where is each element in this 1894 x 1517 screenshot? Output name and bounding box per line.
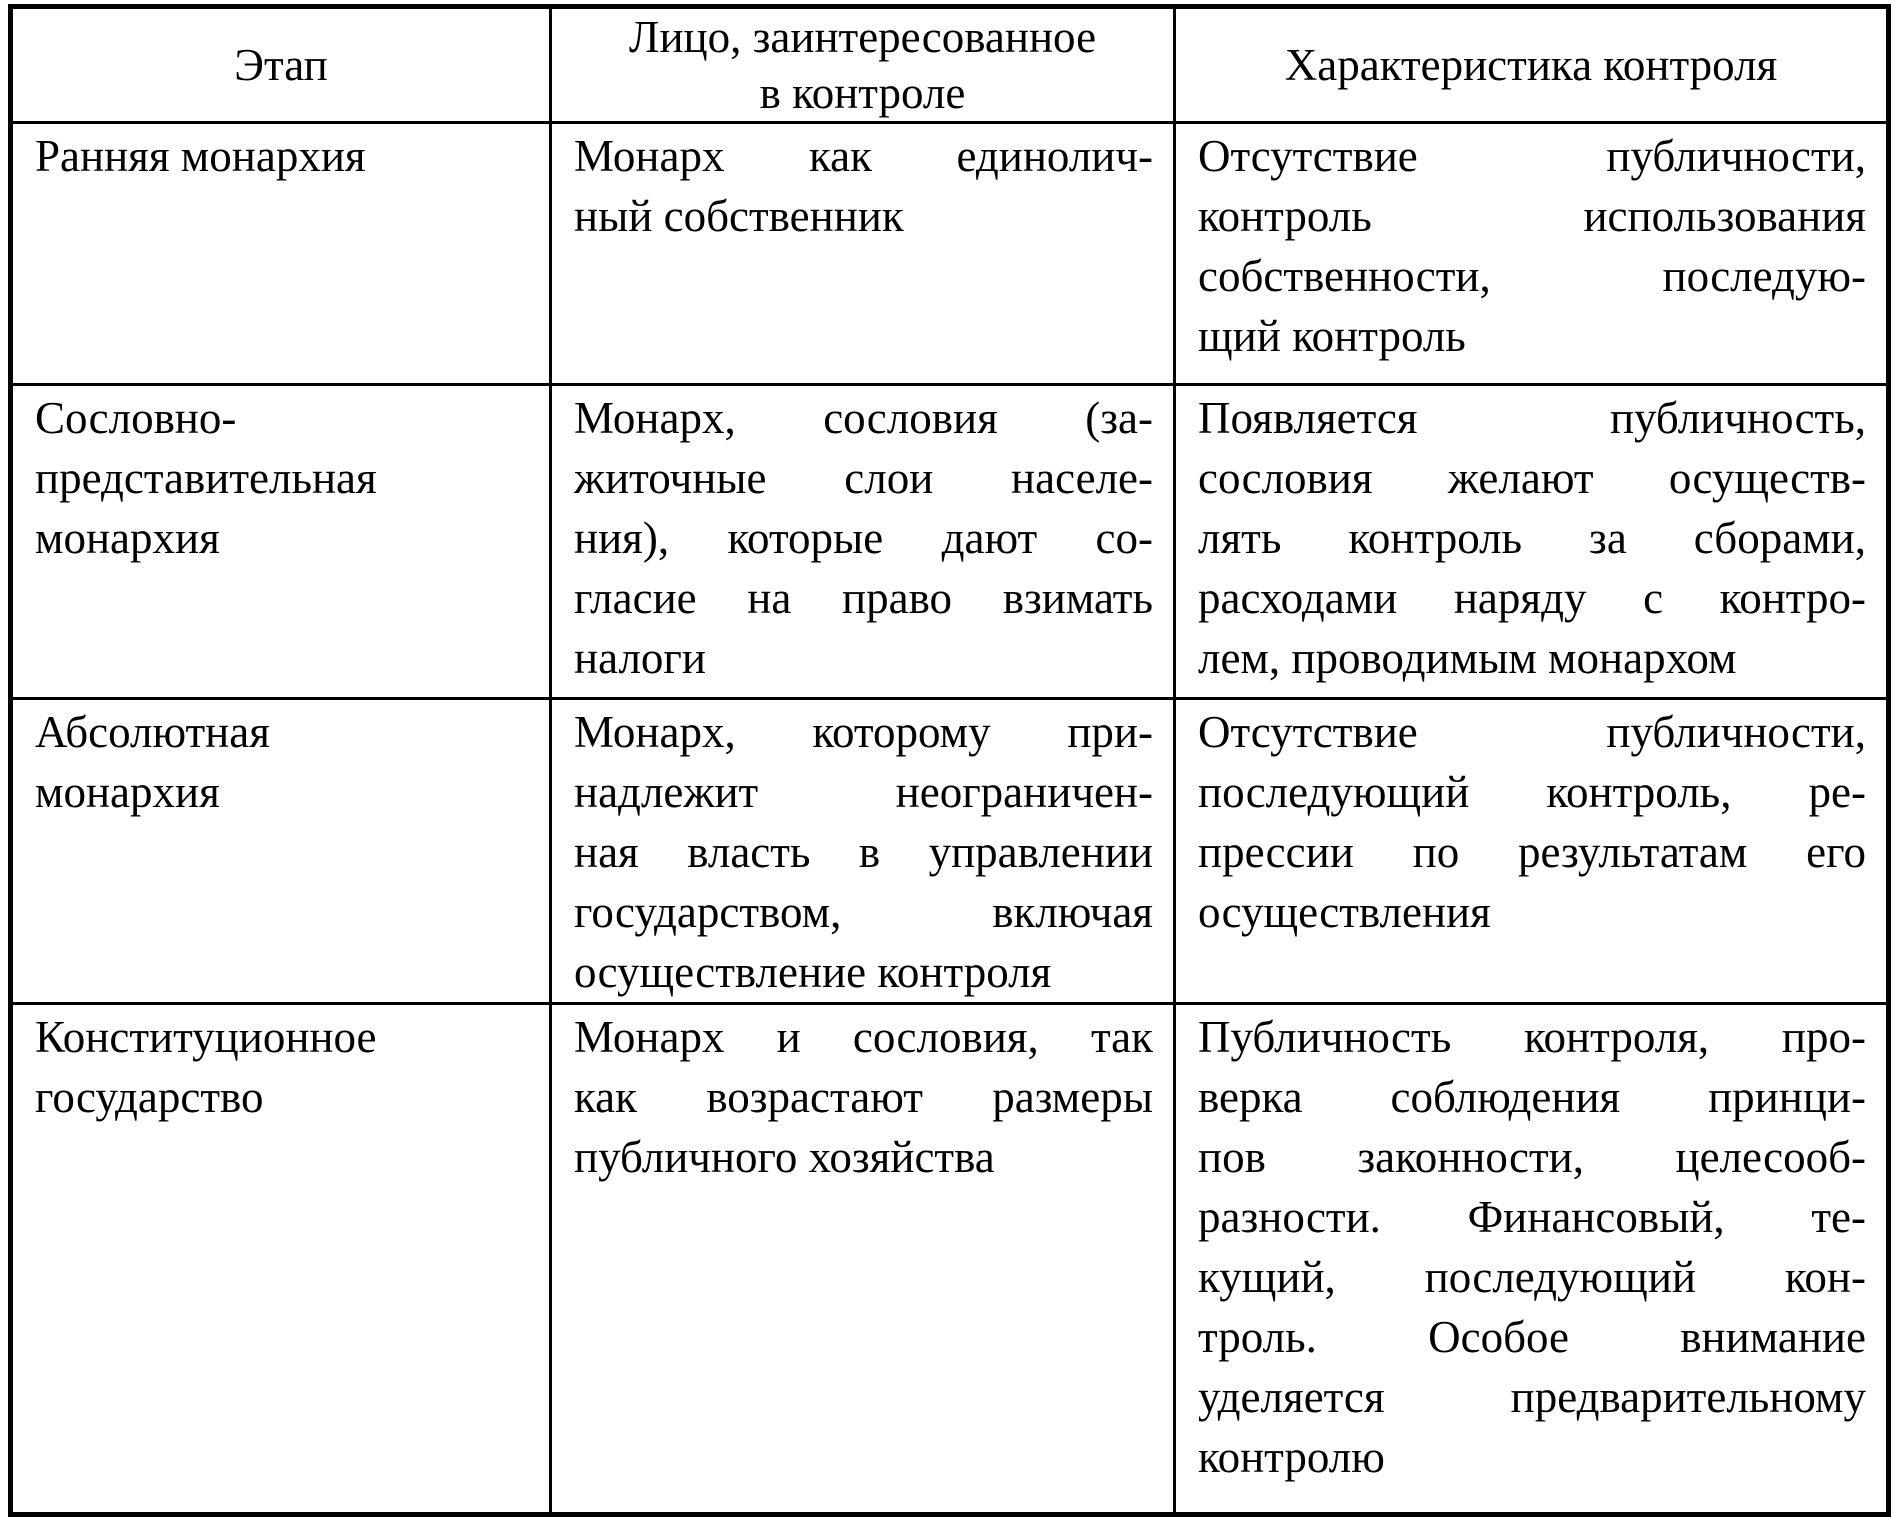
text-line: контроль использования bbox=[1198, 191, 1866, 241]
cell-characteristic bbox=[1175, 123, 1889, 385]
table-row-constitutional-state bbox=[11, 1004, 1889, 1515]
text-line: Монарх и сословия, так bbox=[574, 1012, 1153, 1062]
text-line: Монарх как единолич- bbox=[574, 131, 1153, 181]
text-line: гласие на право взимать bbox=[574, 573, 1153, 623]
text-line: Отсутствие публичности, bbox=[1198, 131, 1866, 181]
text-line: монархия bbox=[35, 767, 220, 817]
text-line: Лицо, заинтересованное bbox=[628, 12, 1097, 62]
text-line: лем, проводимым монархом bbox=[1198, 633, 1737, 683]
text-line: государством, включая bbox=[574, 887, 1153, 937]
cell-characteristic bbox=[1175, 699, 1889, 1004]
table-row-absolute-monarchy bbox=[11, 699, 1889, 1004]
text-line: налоги bbox=[574, 633, 706, 683]
text-line: житочные слои населе- bbox=[574, 453, 1153, 503]
cell-stage bbox=[11, 123, 551, 385]
text-line: Характеристика контроля bbox=[1284, 40, 1778, 90]
table-row-early-monarchy bbox=[11, 123, 1889, 385]
text-line: Сословно- bbox=[35, 393, 237, 443]
header-cell-person bbox=[551, 7, 1175, 123]
text-line: собственности, последую- bbox=[1198, 251, 1866, 301]
text-line: ния), которые дают со- bbox=[574, 513, 1153, 563]
text-line: разности. Финансовый, те- bbox=[1198, 1192, 1866, 1242]
header-row bbox=[11, 7, 1889, 123]
text-line: контролю bbox=[1198, 1432, 1385, 1482]
text-line: Отсутствие публичности, bbox=[1198, 707, 1866, 757]
cell-stage bbox=[11, 385, 551, 699]
text-line: в контроле bbox=[759, 68, 966, 118]
text-line: последующий контроль, ре- bbox=[1198, 767, 1866, 817]
text-line: Этап bbox=[234, 40, 328, 90]
text-line: троль. Особое внимание bbox=[1198, 1312, 1866, 1362]
text-line: расходами наряду с контро- bbox=[1198, 573, 1866, 623]
cell-stage bbox=[11, 1004, 551, 1515]
text-line: надлежит неограничен- bbox=[574, 767, 1153, 817]
text-line: представительная bbox=[35, 453, 377, 503]
cell-person bbox=[551, 385, 1175, 699]
text-line: осуществление контроля bbox=[574, 947, 1052, 997]
text-line: верка соблюдения принци- bbox=[1198, 1072, 1866, 1122]
cell-stage bbox=[11, 699, 551, 1004]
text-line: пов законности, целесооб- bbox=[1198, 1132, 1866, 1182]
text-line: кущий, последующий кон- bbox=[1198, 1252, 1866, 1302]
text-line: ный собственник bbox=[574, 191, 904, 241]
text-line: ная власть в управлении bbox=[574, 827, 1153, 877]
cell-person bbox=[551, 123, 1175, 385]
text-line: монархия bbox=[35, 513, 220, 563]
header-cell-characteristic bbox=[1175, 7, 1889, 123]
text-line: Монарх, сословия (за- bbox=[574, 393, 1153, 443]
text-line: щий контроль bbox=[1198, 311, 1466, 361]
text-line: Абсолютная bbox=[35, 707, 270, 757]
text-line: Появляется публичность, bbox=[1198, 393, 1866, 443]
text-line: публичного хозяйства bbox=[574, 1132, 995, 1182]
cell-person bbox=[551, 699, 1175, 1004]
text-line: Конституционное bbox=[35, 1012, 377, 1062]
cell-characteristic bbox=[1175, 385, 1889, 699]
text-line: сословия желают осуществ- bbox=[1198, 453, 1866, 503]
cell-characteristic bbox=[1175, 1004, 1889, 1515]
table-row-estate-monarchy bbox=[11, 385, 1889, 699]
text-line: Публичность контроля, про- bbox=[1198, 1012, 1866, 1062]
text-line: Монарх, которому при- bbox=[574, 707, 1153, 757]
text-line: уделяется предварительному bbox=[1198, 1372, 1866, 1422]
text-line: осуществления bbox=[1198, 887, 1491, 937]
cell-person bbox=[551, 1004, 1175, 1515]
header-cell-stage bbox=[11, 7, 551, 123]
text-line: как возрастают размеры bbox=[574, 1072, 1153, 1122]
text-line: лять контроль за сборами, bbox=[1198, 513, 1866, 563]
text-line: прессии по результатам его bbox=[1198, 827, 1866, 877]
text-line: Ранняя монархия bbox=[35, 131, 366, 181]
control-stages-table bbox=[8, 4, 1891, 1517]
text-line: государство bbox=[35, 1072, 264, 1122]
